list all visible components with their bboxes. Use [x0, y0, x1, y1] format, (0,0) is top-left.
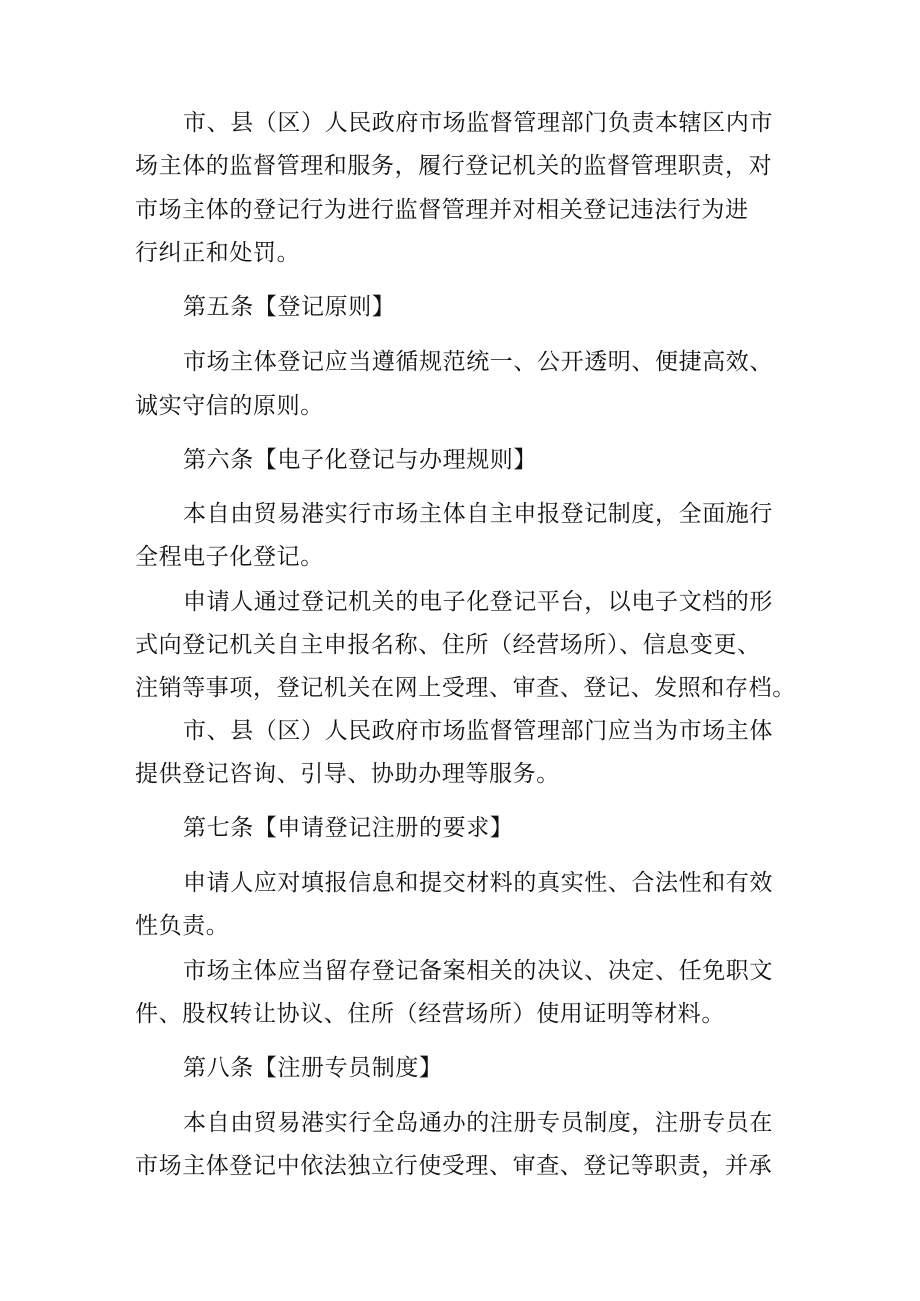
- paragraph-line: 全程电子化登记。: [135, 544, 324, 570]
- article-heading: 第五条【登记原则】: [183, 294, 396, 320]
- article-heading: 第七条【申请登记注册的要求】: [183, 815, 514, 841]
- paragraph-line: 市场主体登记应当遵循规范统一、公开透明、便捷高效、: [183, 349, 773, 375]
- paragraph-line: 性负责。: [135, 913, 230, 939]
- paragraph-line: 诚实守信的原则。: [135, 393, 324, 419]
- paragraph-line: 行纠正和处罚。: [135, 240, 301, 266]
- article-heading: 第八条【注册专员制度】: [183, 1055, 443, 1081]
- paragraph-line: 本自由贸易港实行全岛通办的注册专员制度，注册专员在: [183, 1110, 773, 1136]
- paragraph-line: 本自由贸易港实行市场主体自主申报登记制度，全面施行: [183, 501, 773, 527]
- paragraph-line: 注销等事项，登记机关在网上受理、审查、登记、发照和存档。: [135, 675, 796, 701]
- paragraph-line: 市场主体应当留存登记备案相关的决议、决定、任免职文: [183, 958, 773, 984]
- paragraph-line: 市场主体登记中依法独立行使受理、审查、登记等职责，并承: [135, 1153, 773, 1179]
- paragraph-line: 市场主体的登记行为进行监督管理并对相关登记违法行为进: [135, 197, 749, 223]
- paragraph-line: 提供登记咨询、引导、协助办理等服务。: [135, 761, 560, 787]
- paragraph-line: 市、县（区）人民政府市场监督管理部门应当为市场主体: [183, 718, 773, 744]
- paragraph-line: 件、股权转让协议、住所（经营场所）使用证明等材料。: [135, 1001, 725, 1027]
- paragraph-line: 申请人通过登记机关的电子化登记平台，以电子文档的形: [183, 589, 773, 615]
- paragraph-line: 申请人应对填报信息和提交材料的真实性、合法性和有效: [183, 870, 773, 896]
- paragraph-line: 市、县（区）人民政府市场监督管理部门负责本辖区内市: [183, 110, 773, 136]
- paragraph-line: 场主体的监督管理和服务，履行登记机关的监督管理职责，对: [135, 153, 773, 179]
- article-heading: 第六条【电子化登记与办理规则】: [183, 447, 537, 473]
- paragraph-line: 式向登记机关自主申报名称、住所（经营场所）、信息变更、: [135, 632, 761, 658]
